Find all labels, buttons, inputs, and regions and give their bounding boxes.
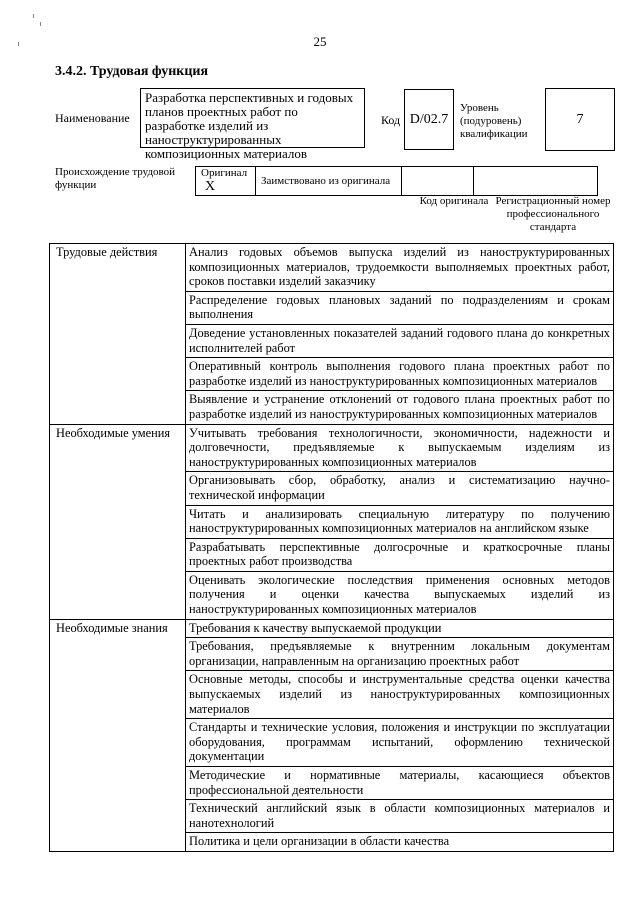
code-value-box (404, 89, 454, 150)
table-cell-item: Распределение годовых плановых заданий по подразделениям и срокам выполнения (186, 291, 614, 324)
table-cell-item: Стандарты и технические условия, положения и инструкции по эксплуатации оборудования, программам испытаний, оформлению технической документации (186, 719, 614, 767)
table-cell-item: Требования, предъявляемые к внутренним локальным документам организации, направленным на организацию проектных работ (186, 638, 614, 671)
table-cell-item: Учитывать требования технологичности, экономичности, надежности и долговечности, предъявляемые к выпускаемым изделиям из наноструктурированных композиционных материалов (186, 424, 614, 472)
code-label: Код (381, 113, 401, 127)
level-label: Уровень (подуровень) квалификации (460, 102, 528, 140)
table-cell-item: Оценивать экологические последствия применения основных методов получения и оценки качества выпускаемых изделий из наноструктурированных композиционных материалов (186, 571, 614, 619)
name-value-box: Разработка перспективных и годовых планов проектных работ по разработке изделий из наноструктурированных композиционных материалов (140, 88, 365, 148)
original-label: Оригинал (201, 167, 248, 179)
borrowed-cell (256, 167, 402, 196)
level-value-box (545, 88, 615, 151)
table-cell-item: Доведение установленных показателей заданий годового плана до конкретных исполнителей работ (186, 324, 614, 357)
page-number: 25 (313, 34, 327, 49)
table-cell-item: Анализ годовых объемов выпуска изделий из наноструктурированных композиционных материалов, трудоемкости выполняемых проектных работ, сроков поставки изделий заказчику (186, 244, 614, 292)
table-cell-item: Политика и цели организации в области качества (186, 833, 614, 852)
reg-number-caption: Регистрационный номер профессионального стандарта (495, 195, 611, 233)
original-cell (196, 167, 256, 196)
code-original-caption: Код оригинала (419, 195, 489, 207)
scan-speck (40, 22, 41, 26)
table-cell-item: Технический английский язык в области композиционных материалов и нанотехнологий (186, 800, 614, 833)
table-cell-item: Требования к качеству выпускаемой продукции (186, 619, 614, 638)
table-row (50, 244, 614, 292)
code-original-cell (402, 167, 474, 196)
borrowed-label: Заимствовано из оригинала (261, 175, 391, 187)
reg-number-cell (474, 167, 598, 196)
table-cell-item: Разрабатывать перспективные долгосрочные и краткосрочные планы проектных работ производства (186, 538, 614, 571)
functions-table (49, 243, 614, 852)
group-title: Необходимые умения (50, 424, 186, 619)
code-value: D/02.7 (409, 111, 449, 127)
table-cell-item: Читать и анализировать специальную литературу по получению наноструктурированных композиционных материалов на английском языке (186, 505, 614, 538)
level-value: 7 (576, 111, 584, 127)
table-cell-item: Основные методы, способы и инструментальные средства оценки качества выпускаемых изделий из наноструктурированных композиционных материалов (186, 671, 614, 719)
group-title: Необходимые знания (50, 619, 186, 851)
table-row (50, 619, 614, 638)
section-title: 3.4.2. Трудовая функция (55, 64, 209, 79)
original-mark: X (205, 179, 216, 194)
name-label: Наименование (55, 111, 130, 125)
scan-speck (33, 14, 34, 18)
table-cell-item: Оперативный контроль выполнения годового плана проектных работ по разработке изделий из наноструктурированных композиционных материалов (186, 358, 614, 391)
table-row (50, 424, 614, 472)
table-cell-item: Выявление и устранение отклонений от годового плана проектных работ по разработке изделий из наноструктурированных композиционных материалов (186, 391, 614, 424)
table-cell-item: Методические и нормативные материалы, касающиеся объектов профессиональной деятельности (186, 767, 614, 800)
table-cell-item: Организовывать сбор, обработку, анализ и систематизацию научно-технической информации (186, 472, 614, 505)
origin-table (195, 166, 598, 196)
group-title: Трудовые действия (50, 244, 186, 425)
origin-label: Происхождение трудовой функции (55, 166, 176, 191)
